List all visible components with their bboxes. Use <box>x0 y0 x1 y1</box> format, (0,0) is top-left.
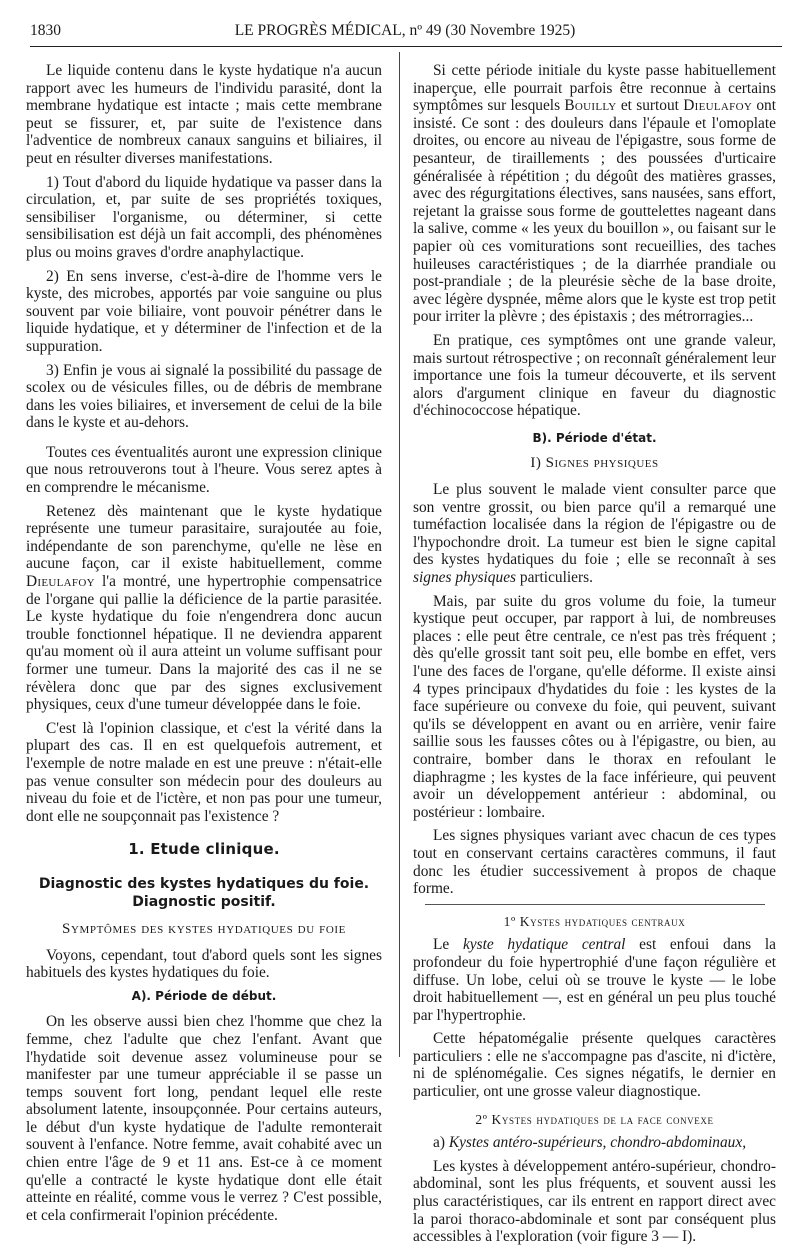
right-column <box>413 62 776 1252</box>
paragraph: 3) Enfin je vous ai signalé la possibilité du passage de scolex ou de vésicules filles, ou de débris de membrane dans les voies biliaires, et inversement de celui de la bile dans le kyste et au-dehors. <box>26 361 382 432</box>
paragraph: Les signes physiques variant avec chacun de ces types tout en conservant certains caractères communs, il faut donc les étudier successivement à propos de chaque forme. <box>413 827 776 898</box>
heading-symptomes: Symptômes des kystes hydatiques du foie <box>62 920 346 937</box>
running-title: LE PROGRÈS MÉDICAL, nº 49 (30 Novembre 1925) <box>234 22 576 39</box>
paragraph: 1) Tout d'abord du liquide hydatique va passer dans la circulation, et, par suite de ses propriétés toxiques, sensibiliser l'organisme, ou déterminer, si cette sensibilisation est déjà un fait accompli, des phénomènes plus ou moins graves d'ordre anaphylactique. <box>26 173 382 261</box>
left-column <box>26 62 382 1230</box>
paragraph: Toutes ces éventualités auront une expression clinique que nous retrouverons tout à l'heure. Vous serez aptes à en comprendre le mécanisme. <box>26 443 382 497</box>
author-name: Bouilly <box>564 97 617 115</box>
column-separator <box>399 52 400 1057</box>
section-title: 1. Etude clinique. <box>128 840 280 859</box>
period-heading: B). Période d'état. <box>532 430 657 445</box>
paragraph: Les kystes à développement antéro-supérieur, chondro-abdominal, sont les plus fréquents, et souvent aussi les plus caractéristiques, car ils entrent en rapport direct avec la paroi thoraco-abdominale et sont par conséquent plus accessibles à l'exploration (voir figure 3 — I). <box>413 1157 776 1246</box>
running-header <box>30 22 780 42</box>
paragraph: Le kyste hydatique central est enfoui dans la profondeur du foie hypertrophié d'une façon régulière et diffuse. Un lobe, celui où se trouve le kyste — le lobe droit habituellement —, est en général un peu plus touché par l'hypertrophie. <box>413 936 776 1024</box>
heading-signes: I) Signes physiques <box>530 455 659 472</box>
paragraph: On les observe aussi bien chez l'homme que chez la femme, chez l'adulte que chez l'enfant. Avant que l'hydatide soit devenue assez volumineuse pour se manifester par une tumeur appréciable il se passe un temps souvent fort long, pendant lequel elle reste absolument latente, insoupçonnée. Pour certains auteurs, le début d'un kyste hydatique de l'adulte remonterait souvent à l'enfance. Notre femme, avait cohabité avec un chien entre l'âge de 9 et 11 ans. Est-ce à ce moment qu'elle a contracté le kyste hydatique dont elle était atteinte en réalité, comme vous le verrez ? C'est possible, et cela confirmerait l'opinion précédente. <box>26 1013 382 1224</box>
subsection-title: Diagnostic des kystes hydatiques du foie. <box>38 875 370 892</box>
emphasis: kyste hydatique central <box>462 936 626 954</box>
paragraph: 2) En sens inverse, c'est-à-dire de l'homme vers le kyste, des microbes, apportés par voie sanguine ou plus souvent par voie biliaire, vont pouvoir pénétrer dans le liquide hydatique, et y déterminer de l'infection et de la suppuration. <box>26 267 382 355</box>
header-rule <box>30 46 782 47</box>
page-number: 1830 <box>30 22 61 39</box>
paragraph: Voyons, cependant, tout d'abord quels sont les signes habituels des kystes hydatiques du foie. <box>26 946 382 982</box>
paragraph: En pratique, ces symptômes ont une grande valeur, mais surtout rétrospective ; on reconnaît généralement leur importance une fois la tumeur découverte, et ils servent alors d'argument clinique en faveur du diagnostic d'échinococcose hépatique. <box>413 331 776 420</box>
sub-subsection-heading: a) Kystes antéro-supérieurs, chondro-abdominaux, <box>433 1134 747 1152</box>
author-name: Dieulafoy <box>683 97 753 115</box>
author-name: Dieulafoy <box>26 573 95 591</box>
subsection-heading: 2º Kystes hydatiques de la face convexe <box>475 1111 714 1127</box>
paragraph: Mais, par suite du gros volume du foie, la tumeur kystique peut occuper, par rapport à lui, de nombreuses places : elle peut être centrale, ce n'est pas très fréquent ; dès qu'elle grossit tant soit peu, elle bombe en effet, vers l'une des faces de l'organe, qu'elle déforme. Il existe ainsi 4 types principaux d'hydatides du foie : les kystes de la face supérieure ou convexe du foie, qui peuvent, suivant qu'ils se développent en avant ou en arrière, venir faire saillie sous les fausses côtes ou à l'épigastre, ou bien, au contraire, bomber dans le thorax en refoulant le diaphragme ; les kystes de la face inférieure, qui peuvent avoir un développement antérieur : abdominal, ou postérieur : lombaire. <box>413 592 776 821</box>
period-heading: A). Période de début. <box>131 988 277 1003</box>
paragraph: C'est là l'opinion classique, et c'est la vérité dans la plupart des cas. Il en est quelquefois autrement, et l'exemple de notre malade en est une preuve : n'était-elle pas venue consulter son médecin pour des douleurs au niveau du foie et de l'ictère, et non pas pour une tumeur, dont elle ne soupçonnait pas l'existence ? <box>26 719 382 825</box>
emphasis: signes physiques <box>413 569 517 587</box>
paragraph: Le plus souvent le malade vient consulter parce que son ventre grossit, ou bien parce qu'il a remarqué une tuméfaction localisée dans la région de l'épigastre ou de l'hypochondre droit. La tumeur est bien le signe capital des kystes hydatiques du foie ; elle se reconnaît à ses signes physiques particuliers. <box>413 481 776 587</box>
paragraph: Le liquide contenu dans le kyste hydatique n'a aucun rapport avec les humeurs de l'individu parasité, dont la membrane hydatique est intacte ; mais cette membrane peut se fissurer, et, par suite de l'existence dans l'adventice de nombreux canaux sanguins et biliaires, il peut en résulter diverses manifestations. <box>26 62 382 167</box>
paragraph: Retenez dès maintenant que le kyste hydatique représente une tumeur parasitaire, surajoutée au foie, indépendante de son parenchyme, qu'elle ne lèse en aucune façon, car il existe habituellement, comme Dieulafoy l'a montré, une hypertrophie compensatrice de l'organe qui pallie la déficience de la partie parasitée. Le kyste hydatique du foie n'engendrera donc aucun trouble fonctionnel hépatique. Il ne deviendra apparent qu'au moment où il aura atteint un volume suffisant pour former une tumeur. Dans la majorité des cas il ne se révèlera donc que par des signes exclusivement physiques, ceux d'une tumeur développée dans le foie. <box>26 502 382 714</box>
subsection-heading: 1º Kystes hydatiques centraux <box>503 913 686 929</box>
paragraph: Si cette période initiale du kyste passe habituellement inaperçue, elle pourrait parfois être reconnue à certains symptômes sur lesquels Bouilly et surtout Dieulafoy ont insisté. Ce sont : des douleurs dans l'épaule et l'omoplate droites, ou encore au niveau de l'épigastre, sous forme de pesanteur, de tiraillements ; des poussées d'urticaire généralisée à répétition ; du dégoût des matières grasses, avec des régurgitations électives, sans nausées, sans effort, rejetant la graisse sous forme de gouttelettes nageant dans la salive, comme « les yeux du bouillon », ou faisant sur le papier où ces vomiturations sont recueillies, des taches huileuses caractéristiques ; de la diarrhée prandiale ou post-prandiale ; de la pleurésie sèche de la base droite, avec légère dyspnée, même alors que le kyste est trop petit pour irriter la plèvre ; des épistaxis ; des métrorragies... <box>413 62 777 326</box>
section-rule <box>425 904 765 905</box>
subsection-title: Diagnostic positif. <box>132 893 276 910</box>
paragraph: Cette hépatomégalie présente quelques caractères particuliers : elle ne s'accompagne pas d'ascite, ni d'ictère, ni de splénomégalie. Ces signes négatifs, le dernier en particulier, ont une grosse valeur diagnostique. <box>413 1030 776 1101</box>
